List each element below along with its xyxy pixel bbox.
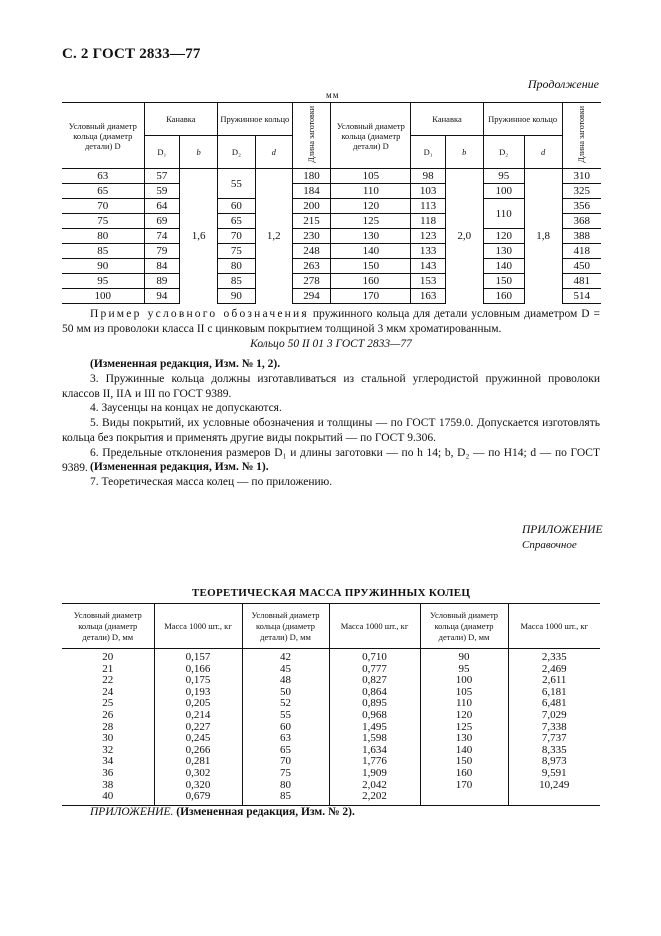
cell-d2: 130 <box>483 244 524 259</box>
cell-mass: 6,481 <box>508 698 600 710</box>
cell-diameter: 160 <box>420 768 508 780</box>
cell-d1: 123 <box>411 229 446 244</box>
cell-mass <box>508 791 600 805</box>
cell-mass: 2,335 <box>508 649 600 664</box>
col-header-diameter: Условный диаметр кольца (диаметр детали) D, мм <box>420 604 508 649</box>
cell-diameter: 28 <box>102 720 114 733</box>
table-row <box>62 259 601 274</box>
page-header: С. 2 ГОСТ 2833—77 <box>62 46 201 62</box>
cell-d2: 120 <box>483 229 524 244</box>
col-header-length-left: Длина заготовки <box>292 103 331 169</box>
cell-diameter: 25 <box>102 697 114 710</box>
cell-d1: 163 <box>411 289 446 304</box>
cell-diameter: 95 <box>420 664 508 676</box>
cell-length: 418 <box>562 244 601 259</box>
table-row <box>62 791 600 805</box>
cell-length: 215 <box>292 214 331 229</box>
cell-diameter: 110 <box>420 698 508 710</box>
col-header-d1-right: D₁ <box>411 136 446 169</box>
cell-diameter: 105 <box>420 687 508 699</box>
cell-mass: 7,737 <box>508 733 600 745</box>
cell-mass: 6,181 <box>508 687 600 699</box>
cell-length: 294 <box>292 289 331 304</box>
table-row <box>62 289 601 304</box>
example-text: пружинного кольца для детали условным диаметром D = 50 мм из проволоки класса II с цинковым покрытием толщиной 3 мкм хроматированным. <box>62 308 600 335</box>
cell-mass: 2,469 <box>508 664 600 676</box>
table-row <box>62 169 601 184</box>
paragraph-7: 7. Теоретическая масса колец — по приложению. <box>90 476 333 488</box>
col-header-diameter: Условный диаметр кольца (диаметр детали) D, мм <box>62 604 154 649</box>
col-header-diameter-right: Условный диаметр кольца (диаметр детали) D <box>331 103 411 169</box>
appendix-type: Справочное <box>522 539 577 551</box>
table-row <box>62 687 600 699</box>
cell-mass: 0,777 <box>329 664 420 676</box>
example-paragraph <box>62 307 600 337</box>
cell-diameter: 90 <box>62 259 144 274</box>
table-row <box>62 274 601 289</box>
cell-mass: 2,611 <box>508 675 600 687</box>
cell-diameter: 170 <box>420 780 508 792</box>
cell-diameter: 80 <box>242 780 329 792</box>
cell-mass: 7,338 <box>508 722 600 734</box>
cell-mass: 0,968 <box>329 710 420 722</box>
cell-mass: 1,909 <box>329 768 420 780</box>
cell-diameter: 170 <box>331 289 411 304</box>
table-row <box>62 698 600 710</box>
cell-diameter: 20 <box>102 651 114 663</box>
cell-d2: 95 <box>483 169 524 184</box>
cell-d2: 85 <box>218 274 256 289</box>
cell-diameter: 30 <box>102 732 114 745</box>
col-header-length-right: Длина заготовки <box>562 103 601 169</box>
col-header-ring-left: Пружинное кольцо <box>218 103 293 136</box>
cell-d2: 70 <box>218 229 256 244</box>
cell-mass: 7,029 <box>508 710 600 722</box>
cell-diameter <box>420 791 508 805</box>
cell-d2: 65 <box>218 214 256 229</box>
table-row <box>62 664 600 676</box>
cell-mass: 8,973 <box>508 756 600 768</box>
cell-mass: 0,157 <box>154 649 242 664</box>
cell-d2: 160 <box>483 289 524 304</box>
cell-diameter: 26 <box>102 708 114 721</box>
mass-table <box>62 603 600 806</box>
col-header-d-right: d <box>524 136 562 169</box>
cell-length: 514 <box>562 289 601 304</box>
cell-mass: 0,679 <box>154 791 242 805</box>
cell-mass: 0,281 <box>154 756 242 768</box>
cell-length: 388 <box>562 229 601 244</box>
cell-mass: 0,175 <box>154 675 242 687</box>
cell-d-merged: 1,2 <box>255 169 292 304</box>
cell-d1: 103 <box>411 184 446 199</box>
cell-mass: 2,042 <box>329 780 420 792</box>
footer-lead: ПРИЛОЖЕНИЕ. <box>90 806 174 818</box>
cell-length: 325 <box>562 184 601 199</box>
cell-diameter: 125 <box>331 214 411 229</box>
table-row <box>62 733 600 745</box>
cell-d2: 90 <box>218 289 256 304</box>
cell-length: 230 <box>292 229 331 244</box>
cell-length: 184 <box>292 184 331 199</box>
cell-diameter: 63 <box>62 169 144 184</box>
col-header-ring-right: Пружинное кольцо <box>483 103 562 136</box>
table-row <box>62 745 600 757</box>
col-header-diameter: Условный диаметр кольца (диаметр детали) D, мм <box>242 604 329 649</box>
continuation-label: Продолжение <box>527 77 599 91</box>
cell-d2: 150 <box>483 274 524 289</box>
cell-diameter: 21 <box>102 662 114 675</box>
cell-diameter: 75 <box>62 214 144 229</box>
cell-mass: 0,214 <box>154 710 242 722</box>
paragraph-5: 5. Виды покрытий, их условные обозначения и толщины — по ГОСТ 1759.0. Допускается изготовлять кольца без покрытия и применять другие виды покрытий — по ГОСТ 9.306. <box>62 417 600 444</box>
cell-length: 450 <box>562 259 601 274</box>
table-row <box>62 244 601 259</box>
example-lead: Пример условного обозначения <box>90 308 309 320</box>
cell-d2: 140 <box>483 259 524 274</box>
table-row <box>62 199 601 214</box>
cell-diameter: 85 <box>62 244 144 259</box>
cell-diameter: 140 <box>420 745 508 757</box>
cell-b-merged: 2,0 <box>445 169 483 304</box>
cell-d1: 57 <box>144 169 180 184</box>
cell-mass: 0,710 <box>329 649 420 664</box>
cell-diameter: 24 <box>102 685 114 698</box>
cell-diameter: 70 <box>242 756 329 768</box>
cell-d2: 55 <box>218 169 256 199</box>
cell-d1: 74 <box>144 229 180 244</box>
cell-diameter: 140 <box>331 244 411 259</box>
footer-edit: (Измененная редакция, Изм. № 2). <box>176 806 355 818</box>
cell-mass: 0,227 <box>154 722 242 734</box>
cell-diameter: 150 <box>420 756 508 768</box>
cell-d1: 79 <box>144 244 180 259</box>
cell-diameter: 125 <box>420 722 508 734</box>
cell-diameter: 60 <box>242 722 329 734</box>
table-row <box>62 710 600 722</box>
table-row <box>62 722 600 734</box>
cell-diameter: 36 <box>102 766 114 779</box>
cell-diameter: 85 <box>242 791 329 805</box>
table-row <box>62 756 600 768</box>
edit-note-2: (Измененная редакция, Изм. № 1). <box>90 461 269 473</box>
cell-diameter: 48 <box>242 675 329 687</box>
col-header-groove-left: Канавка <box>144 103 217 136</box>
cell-mass: 0,245 <box>154 733 242 745</box>
cell-d1: 118 <box>411 214 446 229</box>
cell-diameter: 65 <box>242 745 329 757</box>
cell-length: 278 <box>292 274 331 289</box>
cell-d-merged: 1,8 <box>524 169 562 304</box>
cell-diameter: 40 <box>62 791 154 805</box>
cell-length: 200 <box>292 199 331 214</box>
cell-diameter: 32 <box>102 743 114 756</box>
col-header-mass: Масса 1000 шт., кг <box>508 604 600 649</box>
paragraph-4: 4. Заусенцы на концах не допускаются. <box>90 402 282 414</box>
cell-mass: 10,249 <box>508 780 600 792</box>
paragraph-3: 3. Пружинные кольца должны изготавливаться из стальной углеродистой пружинной проволоки классов II, IIА и III по ГОСТ 9389. <box>62 373 600 400</box>
cell-mass: 0,895 <box>329 698 420 710</box>
dimensions-table <box>62 102 601 304</box>
cell-diameter: 75 <box>242 768 329 780</box>
cell-diameter: 22 <box>102 674 114 687</box>
cell-diameter: 45 <box>242 664 329 676</box>
cell-length: 481 <box>562 274 601 289</box>
cell-d1: 153 <box>411 274 446 289</box>
edit-note-1: (Измененная редакция, Изм. № 1, 2). <box>90 358 281 370</box>
col-header-mass: Масса 1000 шт., кг <box>154 604 242 649</box>
cell-diameter: 50 <box>242 687 329 699</box>
cell-mass: 0,193 <box>154 687 242 699</box>
cell-diameter: 95 <box>62 274 144 289</box>
mass-table-title: ТЕОРЕТИЧЕСКАЯ МАССА ПРУЖИННЫХ КОЛЕЦ <box>191 587 471 599</box>
cell-length: 368 <box>562 214 601 229</box>
cell-mass: 0,320 <box>154 780 242 792</box>
cell-diameter: 42 <box>242 649 329 664</box>
col-header-diameter-left: Условный диаметр кольца (диаметр детали) D <box>62 103 144 169</box>
cell-d1: 64 <box>144 199 180 214</box>
cell-diameter: 100 <box>62 289 144 304</box>
cell-length: 263 <box>292 259 331 274</box>
cell-diameter: 34 <box>102 755 114 768</box>
cell-d1: 69 <box>144 214 180 229</box>
cell-length: 356 <box>562 199 601 214</box>
example-code: Кольцо 50 II 01 3 ГОСТ 2833—77 <box>250 338 412 350</box>
col-header-d1-left: D₁ <box>144 136 180 169</box>
cell-mass: 0,266 <box>154 745 242 757</box>
table-row <box>62 768 600 780</box>
cell-d2: 110 <box>483 199 524 229</box>
cell-length: 180 <box>292 169 331 184</box>
paragraph-6: 6. Предельные отклонения размеров D₁ и длины заготовки — по h 14; b, D₂ — по H14; d — по ГОСТ 9389. <box>62 447 600 474</box>
cell-mass: 1,598 <box>329 733 420 745</box>
cell-d2: 60 <box>218 199 256 214</box>
cell-d1: 89 <box>144 274 180 289</box>
cell-diameter: 150 <box>331 259 411 274</box>
cell-d1: 113 <box>411 199 446 214</box>
cell-b-merged: 1,6 <box>180 169 218 304</box>
cell-mass: 2,202 <box>329 791 420 805</box>
cell-diameter: 120 <box>331 199 411 214</box>
col-header-mass: Масса 1000 шт., кг <box>329 604 420 649</box>
cell-diameter: 65 <box>62 184 144 199</box>
table-row <box>62 780 600 792</box>
cell-diameter: 130 <box>420 733 508 745</box>
cell-diameter: 100 <box>420 675 508 687</box>
cell-d1: 133 <box>411 244 446 259</box>
cell-d1: 59 <box>144 184 180 199</box>
cell-d1: 98 <box>411 169 446 184</box>
col-header-d2-right: D₂ <box>483 136 524 169</box>
cell-diameter: 70 <box>62 199 144 214</box>
cell-mass: 0,166 <box>154 664 242 676</box>
cell-mass: 0,302 <box>154 768 242 780</box>
cell-diameter: 110 <box>331 184 411 199</box>
col-header-b-right: b <box>445 136 483 169</box>
cell-diameter: 120 <box>420 710 508 722</box>
cell-length: 248 <box>292 244 331 259</box>
cell-mass: 0,827 <box>329 675 420 687</box>
cell-mass: 8,335 <box>508 745 600 757</box>
table-row <box>62 675 600 687</box>
cell-mass: 1,634 <box>329 745 420 757</box>
cell-diameter: 160 <box>331 274 411 289</box>
footer-note <box>90 806 355 818</box>
cell-mass: 1,776 <box>329 756 420 768</box>
table-row <box>62 229 601 244</box>
cell-diameter: 38 <box>102 778 114 791</box>
cell-d2: 80 <box>218 259 256 274</box>
cell-length: 310 <box>562 169 601 184</box>
cell-d2: 100 <box>483 184 524 199</box>
table-row <box>62 184 601 199</box>
cell-diameter: 55 <box>242 710 329 722</box>
cell-mass: 9,591 <box>508 768 600 780</box>
cell-diameter: 80 <box>62 229 144 244</box>
cell-d1: 84 <box>144 259 180 274</box>
cell-mass: 0,205 <box>154 698 242 710</box>
cell-diameter: 105 <box>331 169 411 184</box>
col-header-b-left: b <box>180 136 218 169</box>
table-row <box>62 649 600 664</box>
units-label: мм <box>326 90 340 100</box>
cell-d1: 143 <box>411 259 446 274</box>
col-header-d2-left: D₂ <box>218 136 256 169</box>
col-header-groove-right: Канавка <box>411 103 483 136</box>
cell-diameter: 90 <box>420 649 508 664</box>
cell-diameter: 130 <box>331 229 411 244</box>
cell-diameter: 52 <box>242 698 329 710</box>
cell-diameter: 63 <box>242 733 329 745</box>
cell-d1: 94 <box>144 289 180 304</box>
cell-mass: 0,864 <box>329 687 420 699</box>
col-header-d-left: d <box>255 136 292 169</box>
appendix-label: ПРИЛОЖЕНИЕ <box>522 524 603 536</box>
cell-mass: 1,495 <box>329 722 420 734</box>
cell-d2: 75 <box>218 244 256 259</box>
